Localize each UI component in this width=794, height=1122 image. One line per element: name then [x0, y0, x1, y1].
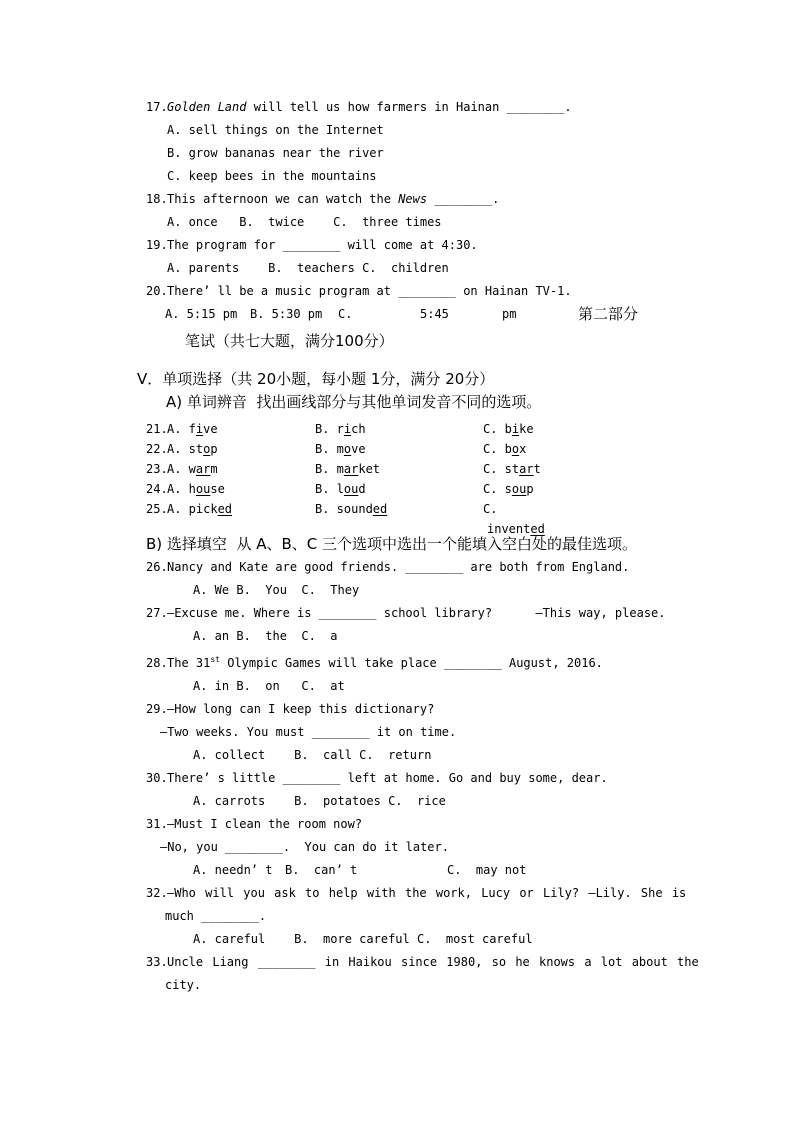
option-a: A. stop	[167, 442, 218, 456]
question-29-options: A. collect B. call C. return	[193, 748, 432, 762]
option-a: A. picked	[167, 502, 233, 516]
option-b: B. sounded	[315, 502, 388, 516]
question-20-option-c-value: 5:45	[420, 307, 449, 321]
question-number: 30.	[146, 771, 168, 785]
question-33-stem-line2: city.	[165, 978, 202, 992]
question-number: 32.	[146, 886, 168, 900]
question-26	[0, 556, 794, 579]
question-32-options: A. careful B. more careful C. most careful	[193, 932, 533, 946]
option-a: A. warm	[167, 462, 218, 476]
option-c: C. box	[483, 442, 527, 456]
question-stem: —Who will you ask to help with the work, Lucy or Lily? —Lily. She is	[167, 886, 687, 900]
phonetic-row-21	[0, 419, 794, 439]
question-20-option-b: B. 5:30 pm	[250, 307, 323, 321]
question-stem: The 31st Olympic Games will take place ________ August, 2016.	[167, 655, 603, 670]
phonetic-row-24	[0, 479, 794, 499]
question-19	[0, 234, 794, 257]
phonetic-table	[0, 419, 794, 539]
question-27	[0, 602, 794, 625]
question-stem: Golden Land will tell us how farmers in Hainan ________.	[167, 100, 572, 114]
question-number: 19.	[146, 238, 168, 252]
option-a: A. needn’ t	[193, 863, 273, 877]
question-number: 24.	[146, 482, 168, 496]
question-stem: —Excuse me. Where is ________ school library? —This way, please.	[167, 606, 666, 620]
question-31-options	[0, 859, 794, 882]
question-18-options: A. once B. twice C. three times	[167, 215, 442, 229]
part2-label: 第二部分	[578, 305, 639, 323]
option-b: B. market	[315, 462, 381, 476]
question-20-option-a: A. 5:15 pm	[165, 307, 238, 321]
question-20-options	[0, 303, 794, 326]
question-26-options: A. We B. You C. They	[193, 583, 360, 597]
question-17-option-b: B. grow bananas near the river	[167, 146, 384, 160]
option-a: A. five	[167, 422, 218, 436]
question-29	[0, 698, 794, 721]
question-number: 17.	[146, 100, 168, 114]
question-20	[0, 280, 794, 303]
question-stem: This afternoon we can watch the News ________.	[167, 192, 500, 206]
partA-instruction: A) 单词辨音 找出画线部分与其他单词发音不同的选项。	[166, 393, 542, 411]
option-c: C. may not	[447, 863, 527, 877]
question-stem: Uncle Liang ________ in Haikou since 1980, so he knows a lot about the	[167, 955, 699, 969]
written-test-header: 笔试（共七大题，满分100分）	[185, 332, 394, 350]
question-number: 25.	[146, 502, 168, 516]
option-c-word: invented	[487, 522, 545, 536]
question-17	[0, 96, 794, 119]
question-27-options: A. an B. the C. a	[193, 629, 338, 643]
question-number: 20.	[146, 284, 168, 298]
question-stem: The program for ________ will come at 4:30.	[167, 238, 478, 252]
question-number: 22.	[146, 442, 168, 456]
question-17-option-c: C. keep bees in the mountains	[167, 169, 377, 183]
question-20-option-c-unit: pm	[502, 307, 517, 321]
question-number: 33.	[146, 955, 168, 969]
question-28	[0, 648, 794, 675]
question-30-options: A. carrots B. potatoes C. rice	[193, 794, 446, 808]
question-number: 26.	[146, 560, 168, 574]
option-c-letter: C.	[483, 502, 498, 516]
question-number: 18.	[146, 192, 168, 206]
option-b: B. rich	[315, 422, 366, 436]
phonetic-row-22	[0, 439, 794, 459]
option-c: C. soup	[483, 482, 534, 496]
option-a: A. house	[167, 482, 225, 496]
question-17-option-a: A. sell things on the Internet	[167, 123, 384, 137]
question-28-options: A. in B. on C. at	[193, 679, 345, 693]
question-stem: There’ s little ________ left at home. Go and buy some, dear.	[167, 771, 608, 785]
partB-instruction: B) 选择填空 从 A、B、C 三个选项中选出一个能填入空白处的最佳选项。	[146, 535, 638, 553]
question-number: 29.	[146, 702, 168, 716]
question-32	[0, 882, 794, 905]
section5-title: Ⅴ．单项选择（共 20小题，每小题 1分，满分 20分）	[137, 370, 495, 388]
question-stem: Nancy and Kate are good friends. ________ are both from England.	[167, 560, 630, 574]
question-31	[0, 813, 794, 836]
question-30	[0, 767, 794, 790]
question-29-stem-line2: —Two weeks. You must ________ it on time.	[160, 725, 457, 739]
phonetic-row-23	[0, 459, 794, 479]
option-b: B. loud	[315, 482, 366, 496]
question-31-stem-line2: —No, you ________. You can do it later.	[160, 840, 449, 854]
option-b: B. can’ t	[285, 863, 358, 877]
option-c: C. start	[483, 462, 541, 476]
question-20-option-c-letter: C.	[338, 307, 353, 321]
question-stem: There’ ll be a music program at ________ on Hainan TV-1.	[167, 284, 572, 298]
question-number: 27.	[146, 606, 168, 620]
option-c: C. bike	[483, 422, 534, 436]
question-33	[0, 951, 794, 974]
option-b: B. move	[315, 442, 366, 456]
question-number: 28.	[146, 656, 168, 670]
question-number: 31.	[146, 817, 168, 831]
question-18	[0, 188, 794, 211]
question-number: 21.	[146, 422, 168, 436]
question-stem: —How long can I keep this dictionary?	[167, 702, 435, 716]
question-32-stem-line2: much ________.	[165, 909, 267, 923]
question-number: 23.	[146, 462, 168, 476]
question-19-options: A. parents B. teachers C. children	[167, 261, 449, 275]
question-stem: —Must I clean the room now?	[167, 817, 363, 831]
